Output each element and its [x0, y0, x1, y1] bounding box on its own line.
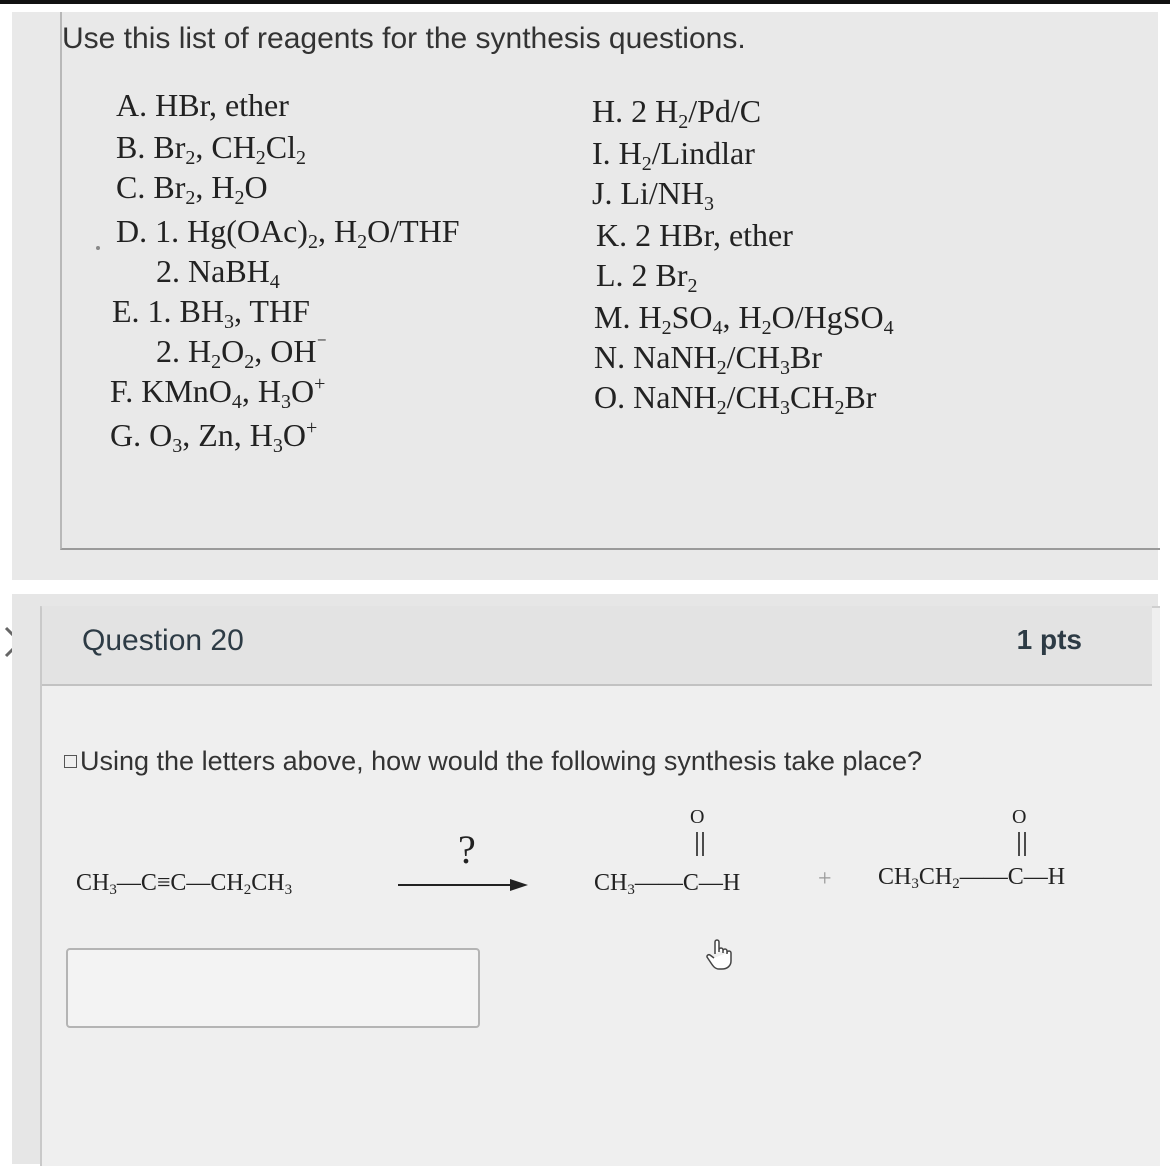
- question-prompt-text: Using the letters above, how would the following synthesis take place?: [80, 746, 922, 776]
- product1-double-bond: [692, 832, 708, 858]
- reagent-n: N. $NaNH_2/CH_3Br$: [594, 339, 822, 379]
- answer-input[interactable]: [66, 948, 480, 1028]
- reagent-f: F. KMnO$_4$, $H_3O^+$: [110, 373, 326, 413]
- question-points: 1 pts: [1016, 624, 1082, 655]
- top-border: [0, 0, 1170, 4]
- product2-propanal: $CH_3CH_2——C—H$: [878, 864, 1066, 892]
- product1-oxygen: O: [690, 806, 705, 828]
- reagent-k: K. 2 HBr, ether: [596, 217, 793, 253]
- reagent-d-step2: 2. NaBH$_4$: [156, 253, 280, 293]
- reagent-e-step2: 2. $H_2O_2$, OH⁻: [156, 333, 327, 373]
- reaction-arrow-label: ?: [458, 827, 476, 872]
- reagent-a: A. HBr, ether: [116, 87, 289, 123]
- product2-oxygen: O: [1012, 806, 1027, 828]
- reagent-instructions: Use this list of reagents for the synthesis questions.: [62, 22, 746, 55]
- reagent-h: H. 2 $H_2/Pd/C$: [592, 93, 762, 133]
- reagent-i: I. $H_2$/Lindlar: [592, 135, 755, 175]
- product2-double-bond: [1014, 832, 1030, 858]
- reagent-c: C. $Br_2$, $H_2O$: [116, 169, 268, 209]
- checkbox-icon: [64, 755, 77, 768]
- question-header: [42, 606, 1152, 686]
- hand-pointer-icon: [706, 938, 734, 970]
- reagent-l: L. 2 $Br_2$: [596, 257, 698, 297]
- question-prompt: [64, 746, 922, 777]
- reagent-list-card: [12, 12, 1158, 580]
- product1-acetaldehyde: $CH_3——C—H$: [594, 870, 741, 898]
- reagent-b: B. $Br_2$, $CH_2Cl_2$: [116, 129, 307, 169]
- reagent-e: E. 1. $BH_3$, THF: [112, 293, 310, 333]
- reaction-arrow-icon: [398, 876, 530, 894]
- reagent-o: O. $NaNH_2/CH_3CH_2Br$: [594, 379, 877, 419]
- card-separator: [0, 580, 1170, 594]
- reagent-d: D. 1. $Hg(OAc)_2$, $H_2O$/THF: [116, 213, 460, 253]
- question-title: Question 20: [82, 624, 244, 657]
- reagent-m: M. $H_2SO_4$, $H_2O/HgSO_4$: [594, 299, 894, 339]
- bullet-dot: [96, 246, 100, 250]
- reagent-j: J. $Li/NH_3$: [592, 175, 714, 215]
- reagent-g: G. $O_3$, Zn, $H_3O^+$: [110, 417, 318, 457]
- reactant-alkyne: $CH_3—C\equiv C—CH_2CH_3$: [76, 870, 293, 898]
- plus-sign: +: [818, 866, 832, 892]
